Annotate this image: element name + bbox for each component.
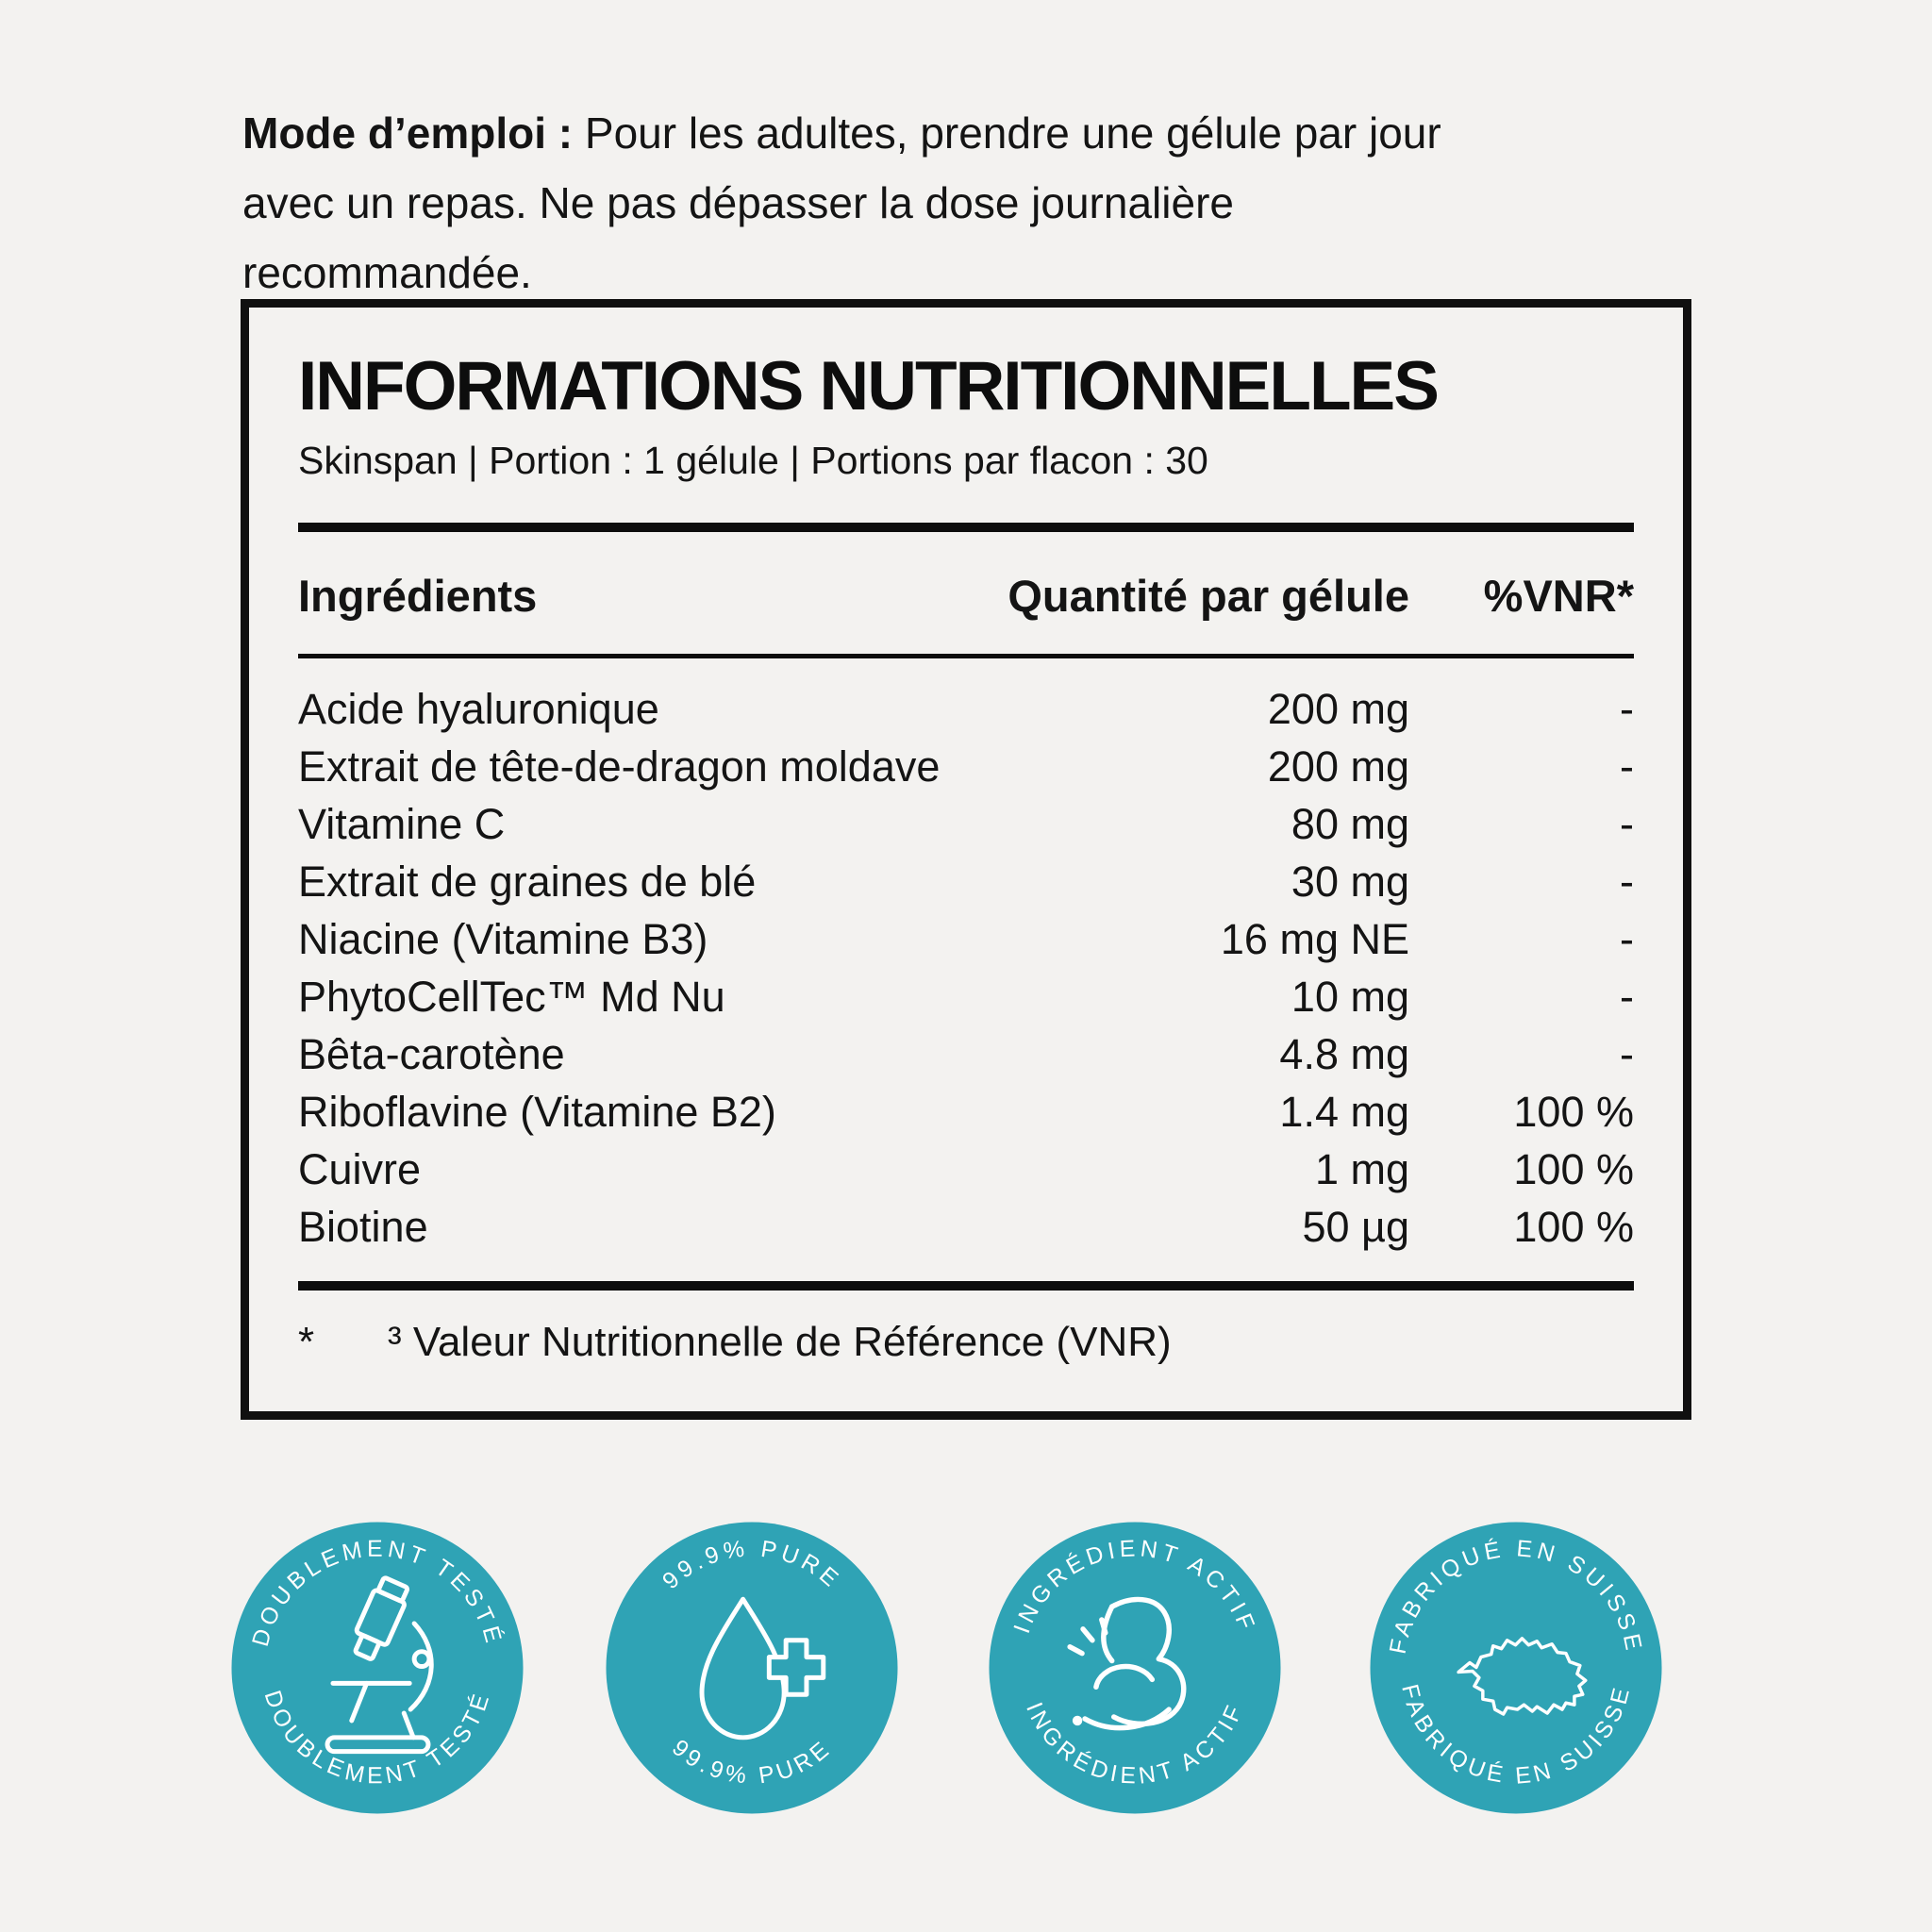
table-row [298, 1199, 1634, 1257]
ingredient-quantity: 200 mg [1267, 742, 1409, 791]
badge-bottom-text: DOUBLEMENT TESTÉ [258, 1687, 496, 1790]
ingredient-name: Biotine [298, 1203, 428, 1252]
ingredient-quantity: 16 mg NE [1220, 915, 1409, 964]
badge-top-text: INGRÉDIENT ACTIF [1009, 1536, 1260, 1638]
usage-line1: Pour les adultes, prendre une gélule par jour [584, 108, 1441, 158]
column-header-quantity: Quantité par gélule [1008, 570, 1409, 621]
table-header-row [298, 570, 1634, 622]
usage-line2: avec un repas. Ne pas dépasser la dose journalière [242, 178, 1234, 227]
usage-instructions [242, 98, 1657, 308]
table-row [298, 969, 1634, 1026]
badge-doublement-teste [230, 1521, 525, 1815]
ingredient-name: Riboflavine (Vitamine B2) [298, 1088, 776, 1137]
ingredients-table-body [298, 681, 1634, 1257]
ingredient-vnr: 100 % [1513, 1145, 1634, 1194]
table-row [298, 1026, 1634, 1084]
ingredient-name: Extrait de tête-de-dragon moldave [298, 742, 941, 791]
badge-top-text: FABRIQUÉ EN SUISSE [1385, 1536, 1647, 1657]
ingredient-name: Bêta-carotène [298, 1030, 565, 1079]
ingredient-vnr: - [1620, 915, 1634, 964]
ingredient-name: Extrait de graines de blé [298, 858, 757, 907]
badge-999-pure [605, 1521, 899, 1815]
ingredient-quantity: 80 mg [1291, 800, 1409, 849]
ingredient-name: PhytoCellTec™ Md Nu [298, 973, 725, 1022]
ingredient-vnr: - [1620, 685, 1634, 734]
ingredient-vnr: - [1620, 800, 1634, 849]
nutrition-panel [241, 299, 1691, 1420]
panel-subtitle: Skinspan | Portion : 1 gélule | Portions par flacon : 30 [298, 438, 1208, 482]
badge-bottom-text: 99.9% PURE [666, 1735, 838, 1790]
ingredient-vnr: 100 % [1513, 1203, 1634, 1252]
footnote [298, 1319, 1634, 1366]
panel-title: INFORMATIONS NUTRITIONNELLES [298, 348, 1438, 425]
column-header-ingredients: Ingrédients [298, 570, 538, 621]
ingredient-quantity: 1.4 mg [1279, 1088, 1409, 1137]
table-row [298, 854, 1634, 911]
usage-line3: recommandée. [242, 248, 532, 297]
ingredient-quantity: 10 mg [1291, 973, 1409, 1022]
table-row [298, 796, 1634, 854]
ingredient-quantity: 1 mg [1314, 1145, 1409, 1194]
footnote-marker: * [298, 1318, 315, 1365]
table-row [298, 1084, 1634, 1141]
table-row [298, 681, 1634, 739]
ingredient-vnr: - [1620, 742, 1634, 791]
ingredient-quantity: 4.8 mg [1279, 1030, 1409, 1079]
column-header-vnr: %VNR* [1483, 570, 1634, 621]
ingredient-name: Cuivre [298, 1145, 422, 1194]
badge-top-text: DOUBLEMENT TESTÉ [247, 1536, 508, 1650]
badge-ingredient-actif [988, 1521, 1282, 1815]
badge-bottom-text: FABRIQUÉ EN SUISSE [1396, 1681, 1636, 1790]
ingredient-vnr: - [1620, 858, 1634, 907]
badge-fabrique-en-suisse [1369, 1521, 1663, 1815]
badge-bottom-text: INGRÉDIENT ACTIF [1021, 1698, 1250, 1790]
table-row [298, 1141, 1634, 1199]
ingredient-vnr: 100 % [1513, 1088, 1634, 1137]
ingredient-vnr: - [1620, 973, 1634, 1022]
ingredient-quantity: 30 mg [1291, 858, 1409, 907]
ingredient-quantity: 200 mg [1267, 685, 1409, 734]
ingredient-quantity: 50 µg [1302, 1203, 1409, 1252]
ingredient-name: Acide hyaluronique [298, 685, 659, 734]
ingredient-name: Vitamine C [298, 800, 506, 849]
badge-row [0, 1521, 1932, 1818]
table-row [298, 739, 1634, 796]
footnote-text: ³ Valeur Nutritionnelle de Référence (VNR) [388, 1318, 1172, 1365]
usage-label: Mode d’emploi : [242, 108, 574, 158]
table-row [298, 911, 1634, 969]
ingredient-vnr: - [1620, 1030, 1634, 1079]
divider-thick-bottom [298, 1281, 1634, 1291]
badge-top-text: 99.9% PURE [658, 1536, 846, 1595]
ingredient-name: Niacine (Vitamine B3) [298, 915, 708, 964]
divider-thick-top [298, 523, 1634, 532]
divider-thin-header [298, 654, 1634, 658]
